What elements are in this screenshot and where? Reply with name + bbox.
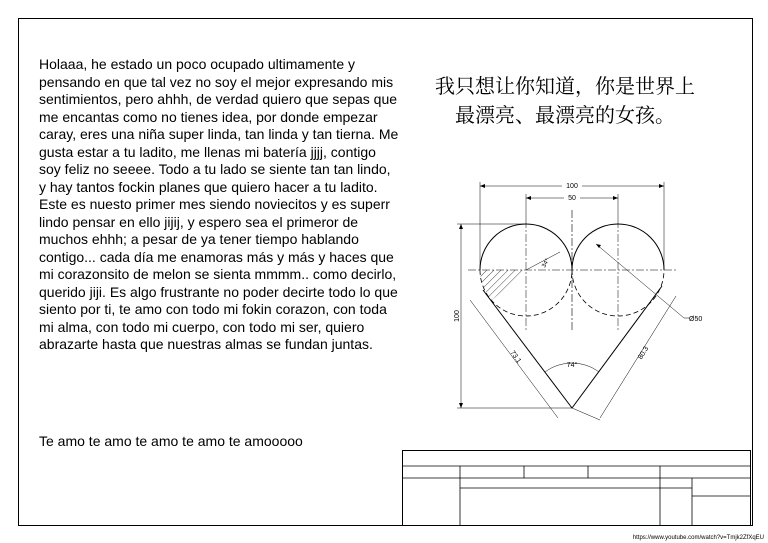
chinese-message: 我只想让你知道，你是世界上最漂亮、最漂亮的女孩。 <box>435 74 695 127</box>
heart-left-side <box>483 290 572 408</box>
dim-angle-label: 74° <box>566 362 578 369</box>
footer-url: https://www.youtube.com/watch?v=Tmjk2ZfXqEU <box>632 535 764 541</box>
dim-right-edge-label: 80.3 <box>637 345 651 361</box>
dim-top-label: 100 <box>566 183 578 190</box>
letter-closing: Te amo te amo te amo te amo te amooooo <box>39 433 303 449</box>
dim-small-angle-label: 34° <box>541 258 552 269</box>
dim-inner-label: 50 <box>568 195 576 202</box>
dim-left-edge-label: 73.1 <box>508 349 523 365</box>
title-block <box>402 450 752 526</box>
heart-technical-drawing <box>440 176 720 426</box>
dim-diameter-label: Ø50 <box>689 316 703 323</box>
letter-body: Holaaa, he estado un poco ocupado ultimamente y pensando en que tal vez no soy el mejor expresando mis sentimientos, pero ahhh, de verdad quiero que sepas que me encantas como no tienes idea, por donde empezar caray, eres una niña super linda, tan linda y tan tierna. Me gusta estar a tu ladito, me llenas mi batería jjjj, contigo soy feliz no seeee. Todo a tu lado se siente tan tan lindo, y hay tantos fockin planes que quiero hacer a tu ladito. Este es nuesto primer mes siendo noviecitos y es superr lindo pensar en ello jijij, y espero sea el primeror de muchos ehhh; a pesar de ya tener tiempo hablando contigo... cada día me enamoras más y más y haces que mi corazonsito de melon se sienta mmmm.. como decirlo, querido jiji. Es algo frustrante no poder decirte todo lo que siento por ti, te amo con todo mi fokin corazon, con toda mi alma, con todo mi cuerpo, con todo mi ser, quiero abrazarte hasta que nuestras almas se fundan juntas. <box>39 56 399 352</box>
heart-right-side <box>572 286 662 408</box>
dim-height-label: 100 <box>454 310 461 322</box>
